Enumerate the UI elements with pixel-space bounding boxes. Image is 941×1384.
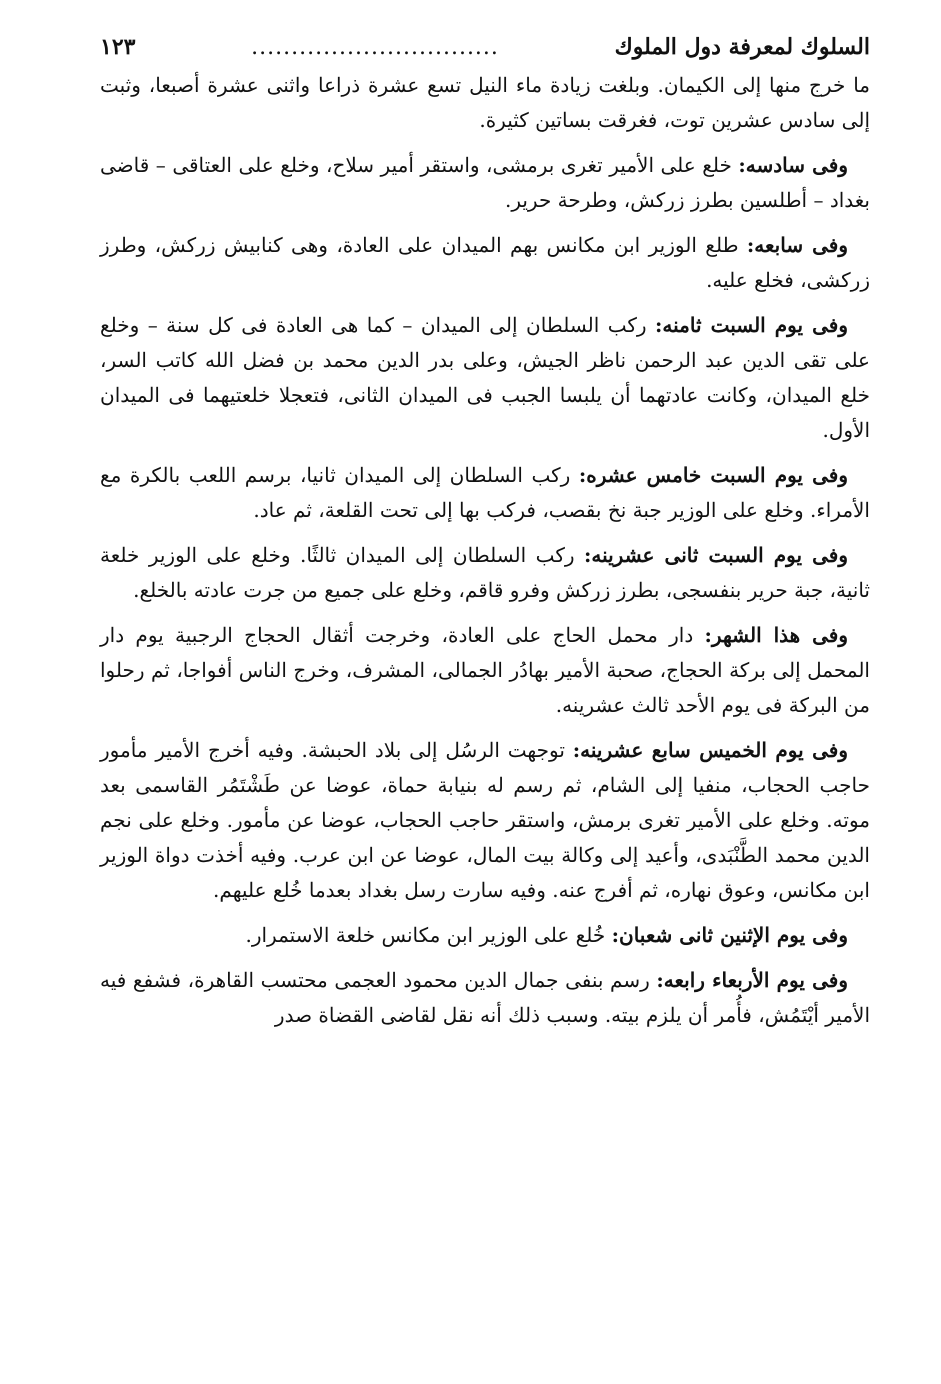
body-text bbox=[100, 68, 870, 1033]
page-number: ١٢٣ bbox=[100, 34, 136, 60]
paragraph bbox=[100, 733, 870, 908]
paragraph-text: دار محمل الحاج على العادة، وخرجت أثقال الحجاج الرجبية يوم دار المحمل إلى بركة الحجاج، صحبة الأمير بهادُر الجمالى، المشرف، وخرج الناس أفواجا، ثم رحلوا من البركة فى يوم الأحد ثالث عشرينه. bbox=[100, 623, 870, 717]
paragraph bbox=[100, 308, 870, 448]
paragraph-text: رسم بنفى جمال الدين محمود العجمى محتسب القاهرة، فشفع فيه الأمير أيْتَمُش، فأُمر أن يلزم بيته. وسبب ذلك أنه نقل لقاضى القضاة صدر bbox=[100, 968, 870, 1027]
paragraph-text: توجهت الرسُل إلى بلاد الحبشة. وفيه أخرج الأمير مأمور حاجب الحجاب، منفيا إلى الشام، ثم رسم له بنيابة حماة، عوضا عن طَشْتَمُر القاسمى بعد موته. وخلع على الأمير تغرى برمش، واستقر حاجب الحجاب، عوضا عن مأمور. وخلع على نجم الدين محمد الطَّنْبَدى، وأعيد إلى وكالة بيت المال، عوضا عن ابن عرب. وفيه أخذت دواة الوزير ابن مكانس، وعوق نهاره، ثم أفرج عنه. وفيه سارت رسل بغداد بعدما خُلع عليهم. bbox=[100, 738, 870, 902]
paragraph-lead: وفى يوم السبت ثانى عشرينه: bbox=[583, 543, 848, 567]
paragraph-lead: وفى هذا الشهر: bbox=[704, 623, 848, 647]
paragraph-text: طلع الوزير ابن مكانس بهم الميدان على العادة، وهى كنابيش زركش، وطرز زركشى، فخلع عليه. bbox=[100, 233, 870, 292]
paragraph bbox=[100, 228, 870, 298]
paragraph-text: ركب السلطان إلى الميدان ثانيا، برسم اللعب بالكرة مع الأمراء. وخلع على الوزير جبة نخ بقصب، فركب بها إلى تحت القلعة، ثم عاد. bbox=[100, 463, 870, 522]
paragraph-text: ركب السلطان إلى الميدان ثالثًا. وخلع على الوزير خلعة ثانية، جبة حرير بنفسجى، بطرز زركش وفرو قاقم، وخلع على جميع من جرت عادته بالخلع. bbox=[100, 543, 870, 602]
paragraph bbox=[100, 618, 870, 723]
paragraph-lead: وفى يوم السبت خامس عشره: bbox=[578, 463, 849, 487]
paragraph-lead: وفى يوم السبت ثامنه: bbox=[655, 313, 848, 337]
paragraph bbox=[100, 538, 870, 608]
paragraph-lead: وفى يوم الأربعاء رابعه: bbox=[656, 968, 848, 992]
paragraph bbox=[100, 68, 870, 138]
paragraph bbox=[100, 458, 870, 528]
paragraph-text: خلع على الأمير تغرى برمشى، واستقر أمير سلاح، وخلع على العتاقى – قاضى بغداد – أطلسين بطرز زركش، وطرحة حرير. bbox=[100, 153, 870, 212]
book-title: السلوك لمعرفة دول الملوك bbox=[614, 34, 870, 60]
paragraph-text: ما خرج منها إلى الكيمان. وبلغت زيادة ماء النيل تسع عشرة ذراعا واثنى عشرة أصبعا، وثبت إلى سادس عشرين توت، فغرقت بساتين كثيرة. bbox=[100, 73, 870, 132]
paragraph-lead: وفى سابعه: bbox=[746, 233, 848, 257]
running-header bbox=[100, 30, 870, 64]
paragraph bbox=[100, 918, 870, 953]
paragraph bbox=[100, 148, 870, 218]
paragraph bbox=[100, 963, 870, 1033]
paragraph-lead: وفى يوم الخميس سابع عشرينه: bbox=[572, 738, 848, 762]
header-leader-dots: ............................... bbox=[251, 35, 499, 60]
paragraph-text: ركب السلطان إلى الميدان – كما هى العادة فى كل سنة – وخلع على تقى الدين عبد الرحمن ناظر الجيش، وعلى بدر الدين محمد بن فضل الله كاتب السر، خلع الميدان، وكانت عادتهما أن يلبسا الجبب فى الميدان الثانى، فتعجلا خلعتيهما فى الميدان الأول. bbox=[100, 313, 870, 442]
paragraph-lead: وفى يوم الإثنين ثانى شعبان: bbox=[611, 923, 848, 947]
paragraph-text: خُلع على الوزير ابن مكانس خلعة الاستمرار. bbox=[245, 923, 612, 947]
book-page bbox=[100, 30, 870, 1043]
paragraph-lead: وفى سادسه: bbox=[738, 153, 848, 177]
